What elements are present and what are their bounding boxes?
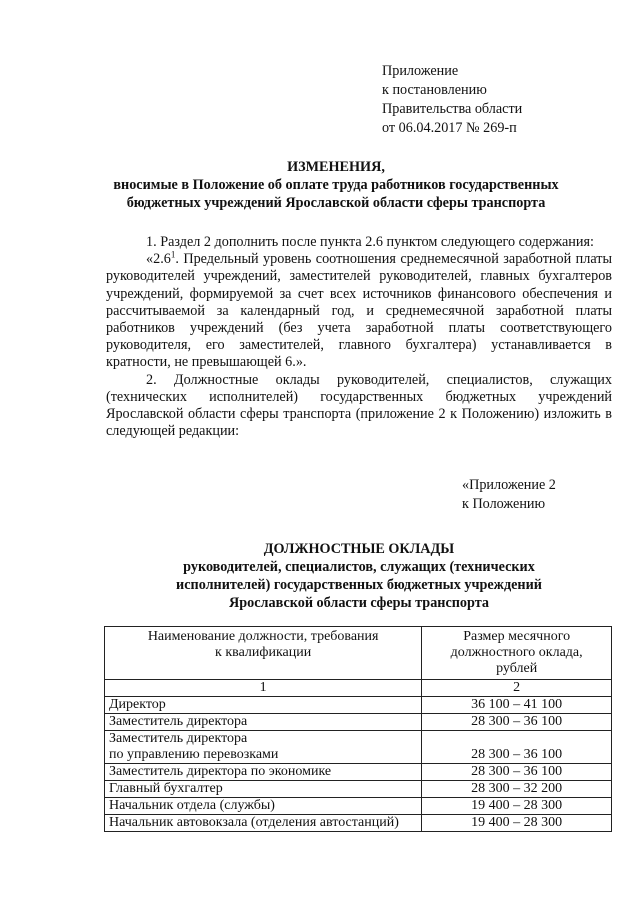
salaries-table [104,626,612,832]
appendix-2-line: к Положению [462,496,546,512]
column-number-row [105,680,612,697]
paragraph-2-text: . Предельный уровень соотношения среднемесячной заработной платы руководителей учреждений, заместителей руководителей, главных бухгалтеров учреждений, формируемой за счет всех источников финансового обеспечения и рассчитываемой за календарный год, и среднемесячной заработной платы работников учреждений (без учета заработной платы соответствующего руководителя, его заместителей, главного бухгалтера) устанавливается в кратности, не превышающей 6.». [106,251,612,371]
title-subtitle: бюджетных учреждений Ярославской области сферы транспорта [126,195,546,211]
table-row [105,697,612,714]
appendix-2-header [462,476,556,514]
table-row [105,764,612,781]
column-header-position: Наименование должности, требования к квалификации [105,627,422,680]
salary-cell: 19 400 – 28 300 [422,815,612,832]
document-body [106,234,612,440]
paragraph-2 [106,251,612,371]
position-cell: Заместитель директора [105,714,422,731]
appendix-line: от 06.04.2017 № 269-п [382,120,517,136]
appendix-line: Приложение [382,63,459,79]
position-cell: Заместитель директора по управлению перевозками [105,731,422,764]
table-row [105,815,612,832]
salary-cell: 19 400 – 28 300 [422,798,612,815]
salary-cell: 28 300 – 36 100 [422,731,612,764]
salary-cell: 36 100 – 41 100 [422,697,612,714]
table-header-row [105,627,612,680]
appendix-line: Правительства области [382,101,523,117]
table-row [105,731,612,764]
title-subtitle: вносимые в Положение об оплате труда работников государственных [113,177,559,193]
salaries-title-sub: руководителей, специалистов, служащих (технических [183,559,535,575]
salaries-title-sub: Ярославской области сферы транспорта [229,595,489,611]
document-title [60,158,612,212]
column-number: 1 [105,680,422,697]
superscript: 1 [170,249,176,260]
column-header-salary: Размер месячного должностного оклада, рублей [422,627,612,680]
appendix-header [382,62,522,138]
salary-cell: 28 300 – 36 100 [422,714,612,731]
appendix-2-line: «Приложение 2 [462,477,556,493]
table-row [105,781,612,798]
salary-cell: 28 300 – 32 200 [422,781,612,798]
position-cell: Заместитель директора по экономике [105,764,422,781]
table-row [105,714,612,731]
salaries-title-sub: исполнителей) государственных бюджетных учреждений [176,577,542,593]
salaries-title-main: ДОЛЖНОСТНЫЕ ОКЛАДЫ [263,541,455,557]
paragraph-1: 1. Раздел 2 дополнить после пункта 2.6 пунктом следующего содержания: [146,234,594,250]
salaries-title [106,540,612,612]
position-cell: Главный бухгалтер [105,781,422,798]
position-cell: Директор [105,697,422,714]
appendix-line: к постановлению [382,82,487,98]
title-main: ИЗМЕНЕНИЯ, [287,159,385,175]
position-cell: Начальник отдела (службы) [105,798,422,815]
position-cell: Начальник автовокзала (отделения автостанций) [105,815,422,832]
salary-cell: 28 300 – 36 100 [422,764,612,781]
table-row [105,798,612,815]
paragraph-2-prefix: «2.6 [146,251,171,268]
column-number: 2 [422,680,612,697]
paragraph-3: 2. Должностные оклады руководителей, специалистов, служащих (технических исполнителей) государственных бюджетных учреждений Ярославской области сферы транспорта (приложение 2 к Положению) изложить в следующей редакции: [106,371,612,440]
